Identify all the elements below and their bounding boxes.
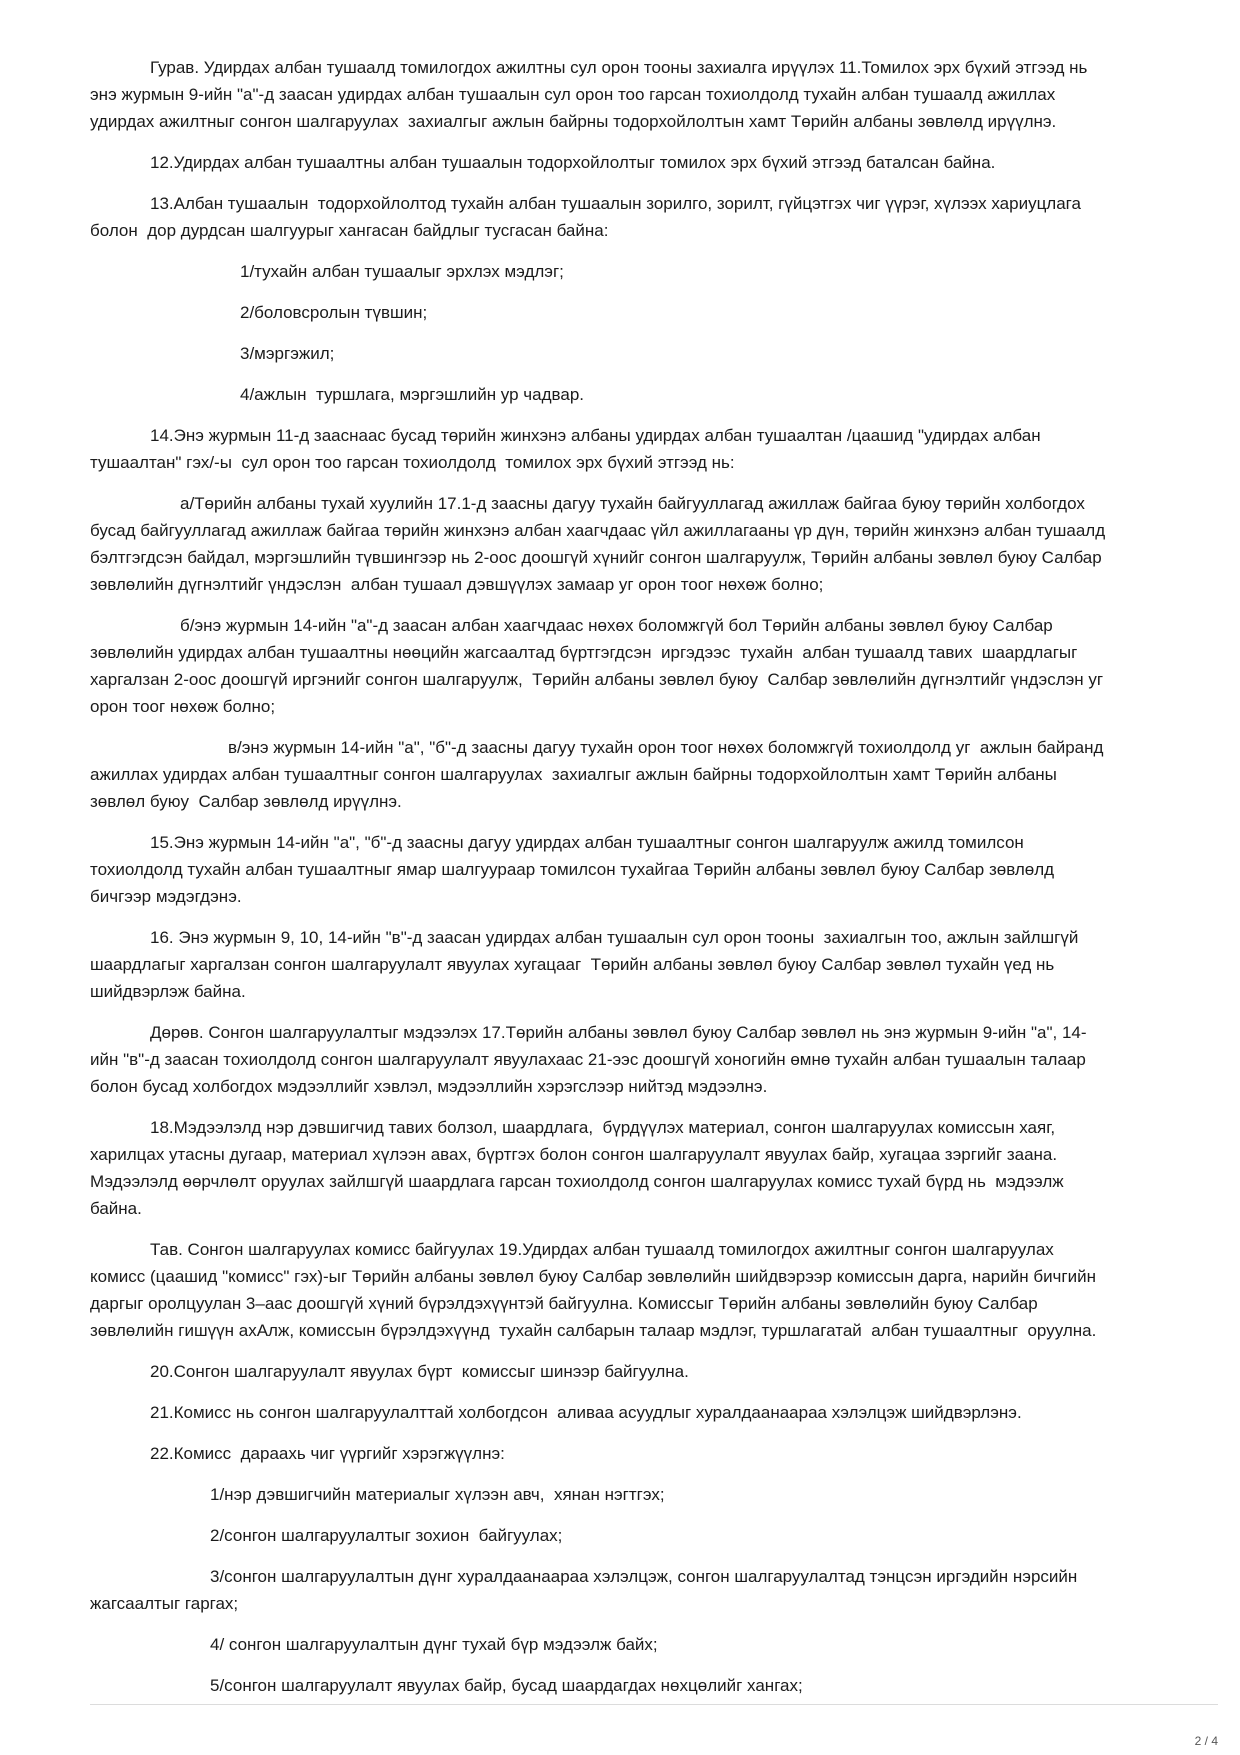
paragraph-section-three-clause-11 [90,54,1200,135]
document-body [90,54,1200,1699]
list-item-13-4 [90,381,1200,408]
text-line: байна. [90,1199,142,1218]
text-line: 22.Комисс дараахь чиг үүргийг хэрэгжүүлнэ: [150,1444,505,1463]
text-line: зөвлөлийн дүгнэлтийг үндэслэн албан тушаал дэвшүүлэх замаар уг орон тоог нөхөж болно; [90,575,824,594]
text-line: 3/сонгон шалгаруулалтын дүнг хуралдаанаараа хэлэлцэж, сонгон шалгаруулалтад тэнцсэн иргэдийн нэрсийн [210,1567,1078,1586]
paragraph-section-five-clause-19 [90,1236,1200,1344]
text-line: бэлтгэгдсэн байдал, мэргэшлийн түвшингээр нь 2-оос доошгүй хүнийг сонгон шалгаруулж, Төрийн албаны зөвлөл буюу Салбар [90,548,1102,567]
list-item-13-3 [90,340,1200,367]
text-line: 4/ажлын туршлага, мэргэшлийн ур чадвар. [240,385,585,404]
text-line: харгалзан 2-оос доошгүй иргэнийг сонгон шалгаруулж, Төрийн албаны зөвлөл буюу Салбар зөвлөлийн дүгнэлтийг үндэслэн уг [90,670,1104,689]
text-line: бичгээр мэдэгдэнэ. [90,887,242,906]
paragraph-clause-13 [90,190,1200,244]
text-line: 18.Мэдээлэлд нэр дэвшигчид тавих болзол, шаардлага, бүрдүүлэх материал, сонгон шалгаруулах комиссын хаяг, [150,1118,1056,1137]
text-line: 3/мэргэжил; [240,344,335,363]
text-line: харилцах утасны дугаар, материал хүлээн авах, бүртгэх болон сонгон шалгаруулалт явуулах байр, хугацаа зэргийг заана. [90,1145,1058,1164]
text-line: Дөрөв. Сонгон шалгаруулалтыг мэдээлэх 17.Төрийн албаны зөвлөл буюу Салбар зөвлөл нь энэ журмын 9-ийн "а", 14- [150,1023,1087,1042]
list-item-22-4 [90,1631,1200,1658]
text-line: удирдах ажилтныг сонгон шалгаруулах захиалгыг ажлын байрны тодорхойлолтын хамт Төрийн албаны зөвлөлд ирүүлнэ. [90,112,1057,131]
subclause-14-b [90,612,1200,720]
text-line: 1/тухайн албан тушаалыг эрхлэх мэдлэг; [240,262,564,281]
text-line: зөвлөлийн удирдах албан тушаалтны нөөцийн жагсаалтад бүртгэгдсэн иргэдээс тухайн албан тушаалд тавих шаардлагыг [90,643,1078,662]
text-line: б/энэ журмын 14-ийн "а"-д заасан албан хаагчдаас нөхөх боломжгүй бол Төрийн албаны зөвлөл буюу Салбар [180,616,1053,635]
text-line: 2/боловсролын түвшин; [240,303,428,322]
text-line: ийн "в"-д заасан тохиолдолд сонгон шалгаруулалт явуулахаас 21-ээс доошгүй хоногийн өмнө тухайн албан тушаалын талаар [90,1050,1086,1069]
paragraph-clause-20 [90,1358,1200,1385]
text-line: 15.Энэ журмын 14-ийн "а", "б"-д заасны дагуу удирдах албан тушаалтныг сонгон шалгаруулж ажилд томилсон [150,833,1024,852]
text-line: даргыг оролцуулан 3–аас доошгүй хүний бүрэлдэхүүнтэй байгуулна. Комиссыг Төрийн албаны зөвлөлийн буюу Салбар [90,1294,1038,1313]
text-line: жагсаалтыг гаргах; [90,1594,239,1613]
text-line: болон бусад холбогдох мэдээллийг хэвлэл, мэдээллийн хэрэгслээр нийтэд мэдээлнэ. [90,1077,768,1096]
page-number: 2 / 4 [1194,1734,1218,1748]
list-item-13-2 [90,299,1200,326]
paragraph-clause-14 [90,422,1200,476]
text-line: 4/ сонгон шалгаруулалтын дүнг тухай бүр мэдээлж байх; [210,1635,658,1654]
text-line: тушаалтан" гэх/-ы сул орон тоо гарсан тохиолдолд томилох эрх бүхий этгээд нь: [90,453,735,472]
text-line: шаардлагыг харгалзан сонгон шалгаруулалт явуулах хугацааг Төрийн албаны зөвлөл буюу Салбар зөвлөл тухайн үед нь [90,955,1055,974]
text-line: а/Төрийн албаны тухай хуулийн 17.1-д заасны дагуу тухайн байгууллагад ажиллаж байгаа буюу төрийн холбогдох [180,494,1085,513]
text-line: Гурав. Удирдах албан тушаалд томилогдох ажилтны сул орон тооны захиалга ирүүлэх 11.Томилох эрх бүхий этгээд нь [150,58,1088,77]
text-line: комисс (цаашид "комисс" гэх)-ыг Төрийн албаны зөвлөл буюу Салбар зөвлөлийн шийдвэрээр комиссын дарга, нарийн бичгийн [90,1267,1096,1286]
text-line: 13.Албан тушаалын тодорхойлолтод тухайн албан тушаалын зорилго, зорилт, гүйцэтгэх чиг үүрэг, хүлээх хариуцлага [150,194,1081,213]
text-line: зөвлөлийн гишүүн ахАлж, комиссын бүрэлдэхүүнд тухайн салбарын талаар мэдлэг, туршлагатай албан тушаалтныг оруулна. [90,1321,1097,1340]
text-line: 5/сонгон шалгаруулалт явуулах байр, бусад шаардагдах нөхцөлийг хангах; [210,1676,803,1695]
text-line: 16. Энэ журмын 9, 10, 14-ийн "в"-д заасан удирдах албан тушаалын сул орон тооны захиалгын тоо, ажлын зайлшгүй [150,928,1079,947]
subclause-14-a [90,490,1200,598]
text-line: бусад байгууллагад ажиллаж байгаа төрийн жинхэнэ албан хаагчдаас үйл ажиллагааны үр дүн, төрийн жинхэнэ албан тушаалд [90,521,1106,540]
text-line: 2/сонгон шалгаруулалтыг зохион байгуулах; [210,1526,563,1545]
paragraph-section-four-clause-17 [90,1019,1200,1100]
text-line: 12.Удирдах албан тушаалтны албан тушаалын тодорхойлолтыг томилох эрх бүхий этгээд баталсан байна. [150,153,996,172]
text-line: в/энэ журмын 14-ийн "а", "б"-д заасны дагуу тухайн орон тоог нөхөх боломжгүй тохиолдолд уг ажлын байранд [228,738,1104,757]
text-line: шийдвэрлэж байна. [90,982,246,1001]
text-line: Мэдээлэлд өөрчлөлт оруулах зайлшгүй шаардлага гарсан тохиолдолд сонгон шалгаруулах комисс тухай бүрд нь мэдээлж [90,1172,1064,1191]
paragraph-clause-15 [90,829,1200,910]
list-item-22-1 [90,1481,1200,1508]
list-item-22-2 [90,1522,1200,1549]
text-line: болон дор дурдсан шалгуурыг хангасан байдлыг тусгасан байна: [90,221,609,240]
footer-divider [90,1704,1218,1705]
text-line: энэ журмын 9-ийн "а"-д заасан удирдах албан тушаалын сул орон тоо гарсан тохиолдолд тухайн албан тушаалд ажиллах [90,85,1056,104]
text-line: 21.Комисс нь сонгон шалгаруулалттай холбогдсон аливаа асуудлыг хуралдаанаараа хэлэлцэж шийдвэрлэнэ. [150,1403,1022,1422]
paragraph-clause-18 [90,1114,1200,1222]
text-line: 20.Сонгон шалгаруулалт явуулах бүрт комиссыг шинээр байгуулна. [150,1362,689,1381]
text-line: зөвлөл буюу Салбар зөвлөлд ирүүлнэ. [90,792,402,811]
list-item-22-3 [90,1563,1200,1617]
paragraph-clause-16 [90,924,1200,1005]
text-line: Тав. Сонгон шалгаруулах комисс байгуулах 19.Удирдах албан тушаалд томилогдох ажилтныг сонгон шалгаруулах [150,1240,1054,1259]
paragraph-clause-21 [90,1399,1200,1426]
text-line: тохиолдолд тухайн албан тушаалтныг ямар шалгуураар томилсон тухайгаа Төрийн албаны зөвлөл буюу Салбар зөвлөлд [90,860,1055,879]
text-line: ажиллах удирдах албан тушаалтныг сонгон шалгаруулах захиалгыг ажлын байрны тодорхойлолтын хамт Төрийн албаны [90,765,1057,784]
subclause-14-v [90,734,1200,815]
text-line: 14.Энэ журмын 11-д зааснаас бусад төрийн жинхэнэ албаны удирдах албан тушаалтан /цаашид "удирдах албан [150,426,1041,445]
text-line: орон тоог нөхөж болно; [90,697,276,716]
list-item-22-5 [90,1672,1200,1699]
list-item-13-1 [90,258,1200,285]
text-line: 1/нэр дэвшигчийн материалыг хүлээн авч, хянан нэгтгэх; [210,1485,665,1504]
paragraph-clause-22 [90,1440,1200,1467]
paragraph-clause-12 [90,149,1200,176]
